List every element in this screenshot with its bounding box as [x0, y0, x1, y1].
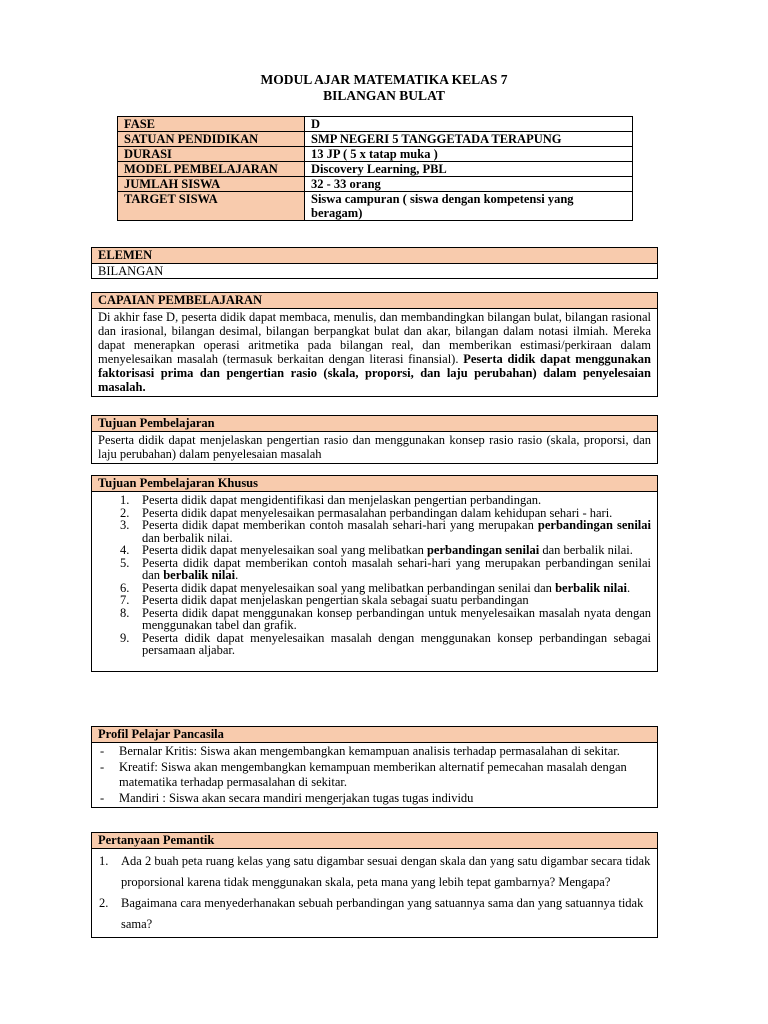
- table-row: [118, 132, 633, 147]
- info-label: MODEL PEMBELAJARAN: [118, 162, 305, 177]
- info-label: FASE: [118, 117, 305, 132]
- list-item: - Mandiri : Siswa akan secara mandiri mengerjakan tugas tugas individu: [100, 790, 474, 805]
- document-subtitle: BILANGAN BULAT: [323, 88, 445, 103]
- list-item: 2. Bagaimana cara menyederhanakan sebuah perbandingan yang satuannya sama dan yang satuannya tidak sama?: [99, 896, 644, 931]
- list-item: 1. Ada 2 buah peta ruang kelas yang satu digambar sesuai dengan skala dan yang satu digambar secara tidak proporsional karena tidak menggunakan skala, peta mana yang lebih tepat gambarnya? Mengapa?: [99, 854, 651, 889]
- info-label: TARGET SISWA: [118, 192, 305, 221]
- list-item: 9. Peserta didik dapat menyelesaikan masalah dengan menggunakan konsep perbandingan sebagai persamaan aljabar.: [120, 630, 651, 657]
- info-label: DURASI: [118, 147, 305, 162]
- table-row: [118, 147, 633, 162]
- info-value: 32 - 33 orang: [305, 177, 633, 192]
- list-item: 6. Peserta didik dapat menyelesaikan soal yang melibatkan perbandingan senilai dan berbalik nilai.: [120, 580, 631, 595]
- info-value: D: [305, 117, 633, 132]
- document-title: MODUL AJAR MATEMATIKA KELAS 7: [260, 72, 508, 87]
- section-header: Tujuan Pembelajaran: [92, 416, 657, 432]
- list-item: 4. Peserta didik dapat menyelesaikan soal yang melibatkan perbandingan senilai dan berbalik nilai.: [120, 543, 633, 557]
- info-label: SATUAN PENDIDIKAN: [118, 132, 305, 147]
- pemantik-list: [98, 851, 651, 935]
- tujuan-khusus-section: [91, 475, 658, 672]
- list-item: 7. Peserta didik dapat menjelaskan pengertian skala sebagai suatu perbandingan: [120, 593, 529, 607]
- elemen-value: BILANGAN: [98, 264, 164, 278]
- table-row: [118, 177, 633, 192]
- info-value: SMP NEGERI 5 TANGGETADA TERAPUNG: [305, 132, 633, 147]
- elemen-section: [91, 247, 658, 279]
- list-item: 3. Peserta didik dapat memberikan contoh masalah sehari-hari yang merupakan perbandingan senilai dan berbalik nilai.: [120, 518, 651, 545]
- tujuan-text: Peserta didik dapat menjelaskan pengertian rasio dan menggunakan konsep rasio rasio (skala, proporsi, dan laju perubahan) dalam penyelesaian masalah: [98, 433, 651, 461]
- table-row: [118, 162, 633, 177]
- list-item: 2. Peserta didik dapat menyelesaikan permasalahan perbandingan dalam kehidupan sehari - hari.: [120, 505, 613, 520]
- info-value: Discovery Learning, PBL: [305, 162, 633, 177]
- section-header: Tujuan Pembelajaran Khusus: [92, 476, 657, 492]
- info-value: 13 JP ( 5 x tatap muka ): [305, 147, 633, 162]
- info-label: JUMLAH SISWA: [118, 177, 305, 192]
- list-item: 8. Peserta didik dapat menggunakan konsep perbandingan untuk menyelesaikan masalah nyata dengan menggunakan tabel dan grafik.: [120, 605, 651, 632]
- tujuan-khusus-list: [98, 494, 651, 657]
- section-header: ELEMEN: [92, 248, 657, 264]
- section-header: Pertanyaan Pemantik: [92, 833, 657, 849]
- list-item: - Kreatif: Siswa akan mengembangkan kemampuan memberikan alternatif pemecahan masalah dengan matematika terhadap permasalahan di sekitar.: [100, 759, 627, 789]
- list-item: - Bernalar Kritis: Siswa akan mengembangkan kemampuan analisis terhadap permasalahan di sekitar.: [100, 744, 620, 758]
- info-value: Siswa campuran ( siswa dengan kompetensi yang beragam): [305, 192, 633, 221]
- pemantik-section: [91, 832, 658, 938]
- section-header: CAPAIAN PEMBELAJARAN: [92, 293, 657, 309]
- section-header: Profil Pelajar Pancasila: [92, 727, 657, 743]
- table-row: [118, 117, 633, 132]
- list-item: 5. Peserta didik dapat memberikan contoh masalah sehari-hari yang merupakan perbandingan senilai dan berbalik nilai.: [120, 555, 651, 582]
- capaian-section: [91, 292, 658, 397]
- profil-section: [91, 726, 658, 808]
- list-item: 1. Peserta didik dapat mengidentifikasi dan menjelaskan pengertian perbandingan.: [120, 493, 542, 507]
- info-table: [117, 116, 633, 221]
- capaian-text: Di akhir fase D, peserta didik dapat membaca, menulis, dan membandingkan bilangan bulat, bilangan rasional dan irasional, bilangan desimal, bilangan berpangkat bulat dan akar, bilangan dalam notasi ilmiah. Mereka dapat menerapkan operasi aritmetika pada bilangan real, dan memberikan estimasi/perkiraan dalam menyelesaikan masalah (termasuk berkaitan dengan literasi finansial). Peserta didik dapat menggunakan faktorisasi prima dan pengertian rasio (skala, proporsi, dan laju perubahan) dalam penyelesaian masalah.: [98, 310, 651, 394]
- profil-list: [98, 744, 651, 806]
- table-row: [118, 192, 633, 221]
- tujuan-section: [91, 415, 658, 464]
